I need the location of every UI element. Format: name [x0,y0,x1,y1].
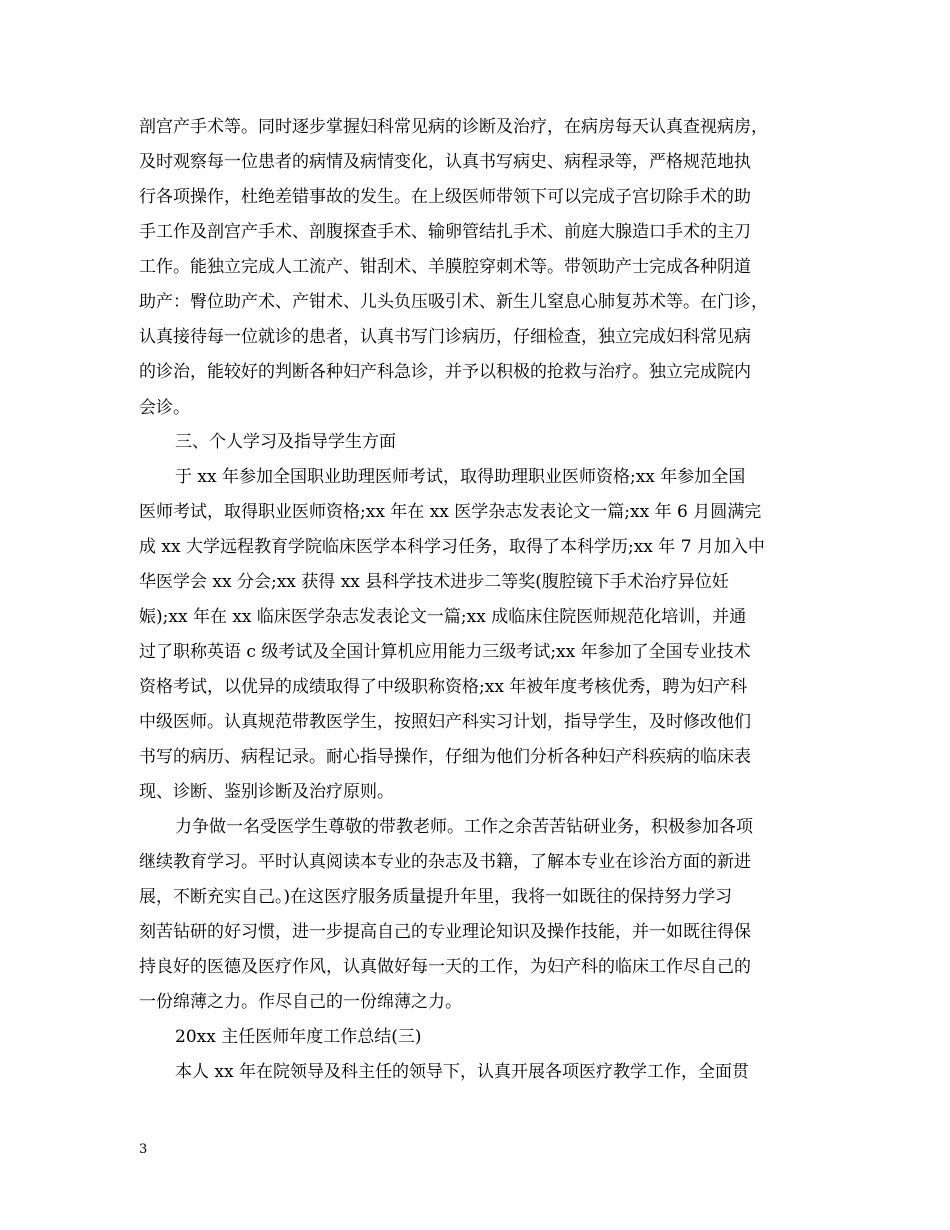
body-text-line: 书写的病历、病程记录。耐心指导操作，仔细为他们分析各种妇产科疾病的临床表 [139,747,751,767]
body-text-line: 助产：臀位助产术、产钳术、儿头负压吸引术、新生儿窒息心肺复苏术等。在门诊， [139,292,768,312]
body-text-line: 过了职称英语 c 级考试及全国计算机应用能力三级考试;xx 年参加了全国专业技术 [139,642,751,662]
body-text-line: 本人 xx 年在院领导及科主任的领导下，认真开展各项医疗教学工作，全面贯 [175,1062,749,1082]
body-text-line: 于 xx 年参加全国职业助理医师考试，取得助理职业医师资格;xx 年参加全国 [175,467,746,487]
body-text-line: 剖宫产手术等。同时逐步掌握妇科常见病的诊断及治疗，在病房每天认真查视病房， [139,117,768,137]
body-text-line: 展，不断充实自己。)在这医疗服务质量提升年里，我将一如既往的保持努力学习 [139,887,733,907]
body-text-line: 资格考试，以优异的成绩取得了中级职称资格;xx 年被年度考核优秀，聘为妇产科 [139,677,748,697]
body-text-line: 一份绵薄之力。作尽自己的一份绵薄之力。 [139,992,462,1012]
body-text-line: 力争做一名受医学生尊敬的带教老师。工作之余苦苦钻研业务，积极参加各项 [175,817,753,837]
body-text-line: 成 xx 大学远程教育学院临床医学本科学习任务，取得了本科学历;xx 年 7 月加入中 [139,537,765,557]
body-text-line: 行各项操作，杜绝差错事故的发生。在上级医师带领下可以完成子宫切除手术的助 [139,187,751,207]
section-heading: 三、个人学习及指导学生方面 [175,432,396,452]
section-heading: 20xx 主任医师年度工作总结(三) [175,1027,422,1047]
body-text-line: 持良好的医德及医疗作风，认真做好每一天的工作，为妇产科的临床工作尽自己的 [139,957,751,977]
body-text-line: 中级医师。认真规范带教医学生，按照妇产科实习计划，指导学生，及时修改他们 [139,712,751,732]
body-text-line: 的诊治，能较好的判断各种妇产科急诊，并予以积极的抢救与治疗。独立完成院内 [139,362,751,382]
body-text-line: 工作。能独立完成人工流产、钳刮术、羊膜腔穿刺术等。带领助产士完成各种阴道 [139,257,751,277]
body-text-line: 手工作及剖宫产手术、剖腹探查手术、输卵管结扎手术、前庭大腺造口手术的主刀 [139,222,751,242]
body-text-line: 现、诊断、鉴别诊断及治疗原则。 [139,782,394,802]
body-text-line: 医师考试，取得职业医师资格;xx 年在 xx 医学杂志发表论文一篇;xx 年 6 月圆满完 [139,502,762,522]
body-text-line: 华医学会 xx 分会;xx 获得 xx 县科学技术进步二等奖(腹腔镜下手术治疗异位妊 [139,572,729,592]
body-text-line: 继续教育学习。平时认真阅读本专业的杂志及书籍，了解本专业在诊治方面的新进 [139,852,751,872]
body-text-line: 娠);xx 年在 xx 临床医学杂志发表论文一篇;xx 成临床住院医师规范化培训，并通 [139,607,747,627]
body-text-line: 认真接待每一位就诊的患者，认真书写门诊病历，仔细检查，独立完成妇科常见病 [139,327,751,347]
body-text-line: 刻苦钻研的好习惯，进一步提高自己的专业理论知识及操作技能，并一如既往得保 [139,922,751,942]
body-text-line: 及时观察每一位患者的病情及病情变化，认真书写病史、病程录等，严格规范地执 [139,152,751,172]
page-number: 3 [139,1142,148,1157]
body-text-line: 会诊。 [139,398,190,418]
